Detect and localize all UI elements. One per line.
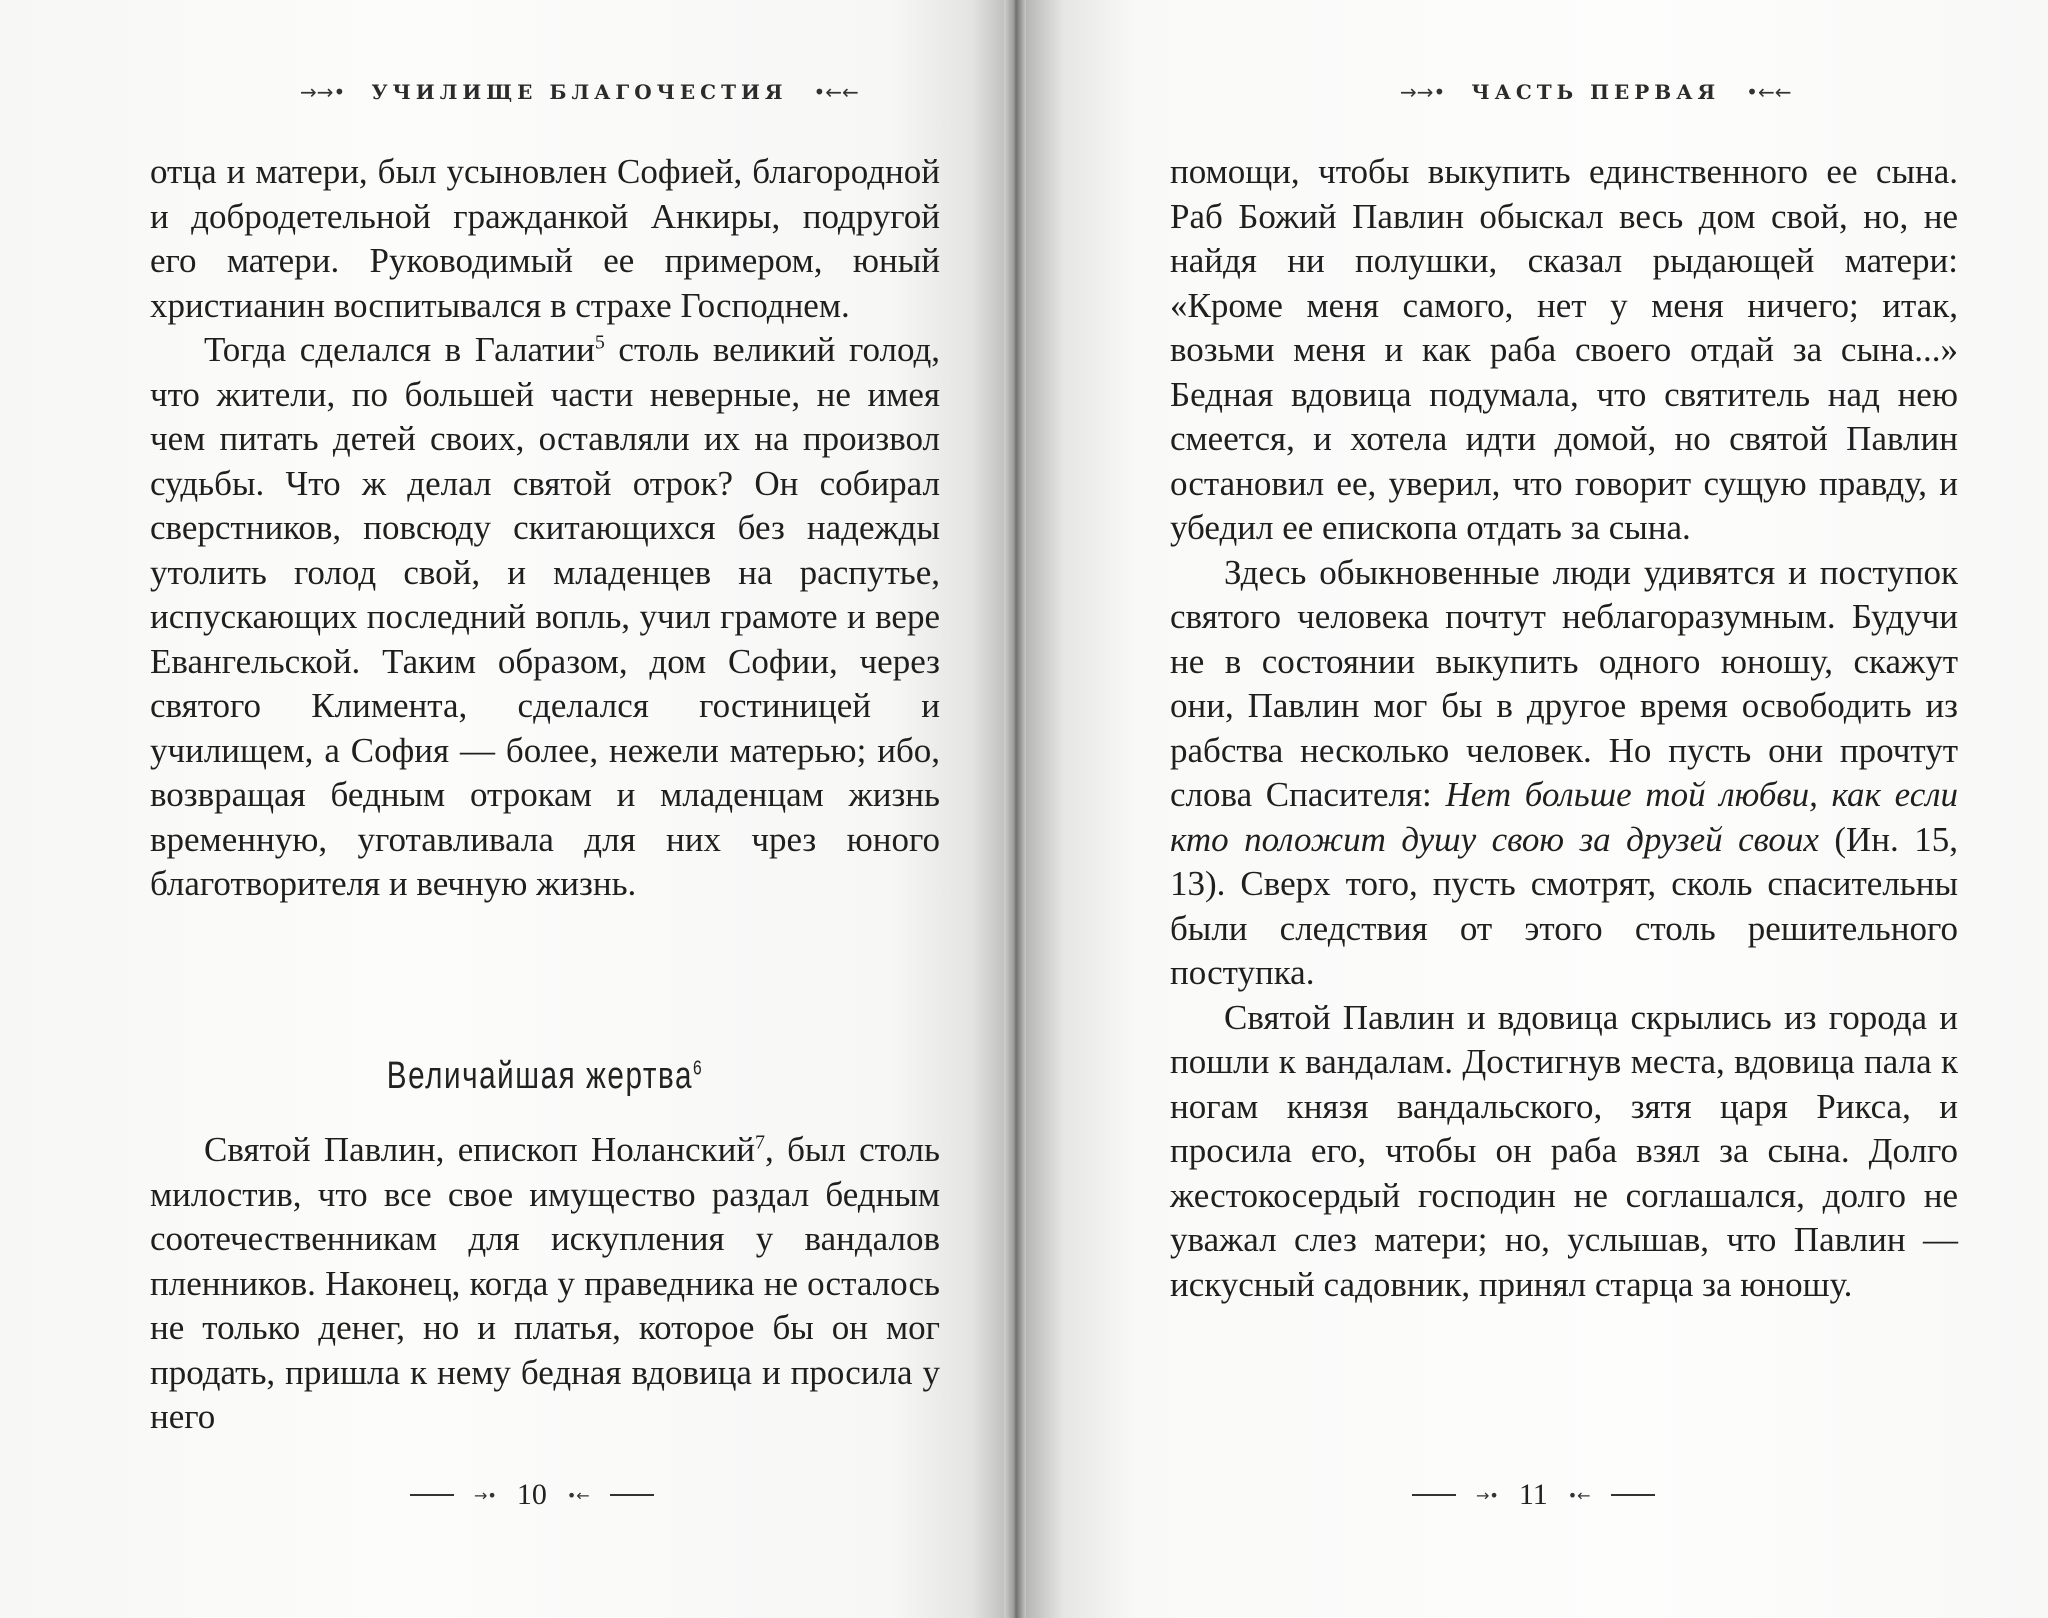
book-gutter bbox=[1004, 0, 1026, 1618]
left-page bbox=[0, 0, 1012, 1618]
folio-rule-right bbox=[610, 1494, 654, 1496]
left-paragraph-1-text: отца и матери, был усыновлен Софией, благородной и добродетельной гражданкой Анкиры, подругой его матери. Руководимый ее примером, юный христианин воспитывался в страхе Господнем. bbox=[150, 152, 940, 325]
section-title bbox=[237, 1055, 853, 1098]
ornament-right-icon: •←← bbox=[813, 80, 859, 104]
ornament-left-icon: →→• bbox=[1400, 80, 1446, 104]
left-body-text-2 bbox=[150, 1128, 940, 1440]
right-paragraph-1 bbox=[1170, 150, 1958, 551]
right-page-number bbox=[1412, 1478, 1655, 1512]
right-paragraph-3-text: Святой Павлин и вдовица скрылись из города и пошли к вандалам. Достигнув места, вдовица пала к ногам князя вандальского, зятя царя Рикса, и просила его, чтобы он раба взял за сына. Долго жестокосердый господин не соглашался, долго не уважал слез матери; но, услышав, что Павлин — искусный садовник, принял старца за юношу. bbox=[1170, 997, 1958, 1304]
left-running-head-title: УЧИЛИЩЕ БЛАГОЧЕСТИЯ bbox=[371, 80, 788, 104]
right-page-number-value: 11 bbox=[1518, 1478, 1548, 1511]
footnote-ref-6[interactable]: 6 bbox=[693, 1057, 704, 1080]
right-paragraph-3 bbox=[1170, 996, 1958, 1308]
scripture-reference: (Ин. 15, 13). bbox=[1170, 819, 1958, 903]
folio-ornament-left-icon: →• bbox=[1476, 1485, 1499, 1505]
left-paragraph-3 bbox=[150, 1128, 940, 1440]
footnote-ref-7[interactable]: 7 bbox=[755, 1131, 766, 1154]
right-running-head bbox=[1400, 80, 1791, 104]
right-body-text bbox=[1170, 150, 1958, 1307]
right-page bbox=[1012, 0, 2048, 1618]
left-paragraph-1 bbox=[150, 150, 940, 328]
left-paragraph-3-text-b: , был столь милостив, что все свое имущество раздал бедным соотечественникам для искупления у вандалов пленников. Наконец, когда у праведника не осталось не только денег, но и платья, которое бы он мог продать, пришла к нему бедная вдовица и просила у него bbox=[150, 1130, 940, 1436]
left-running-head bbox=[300, 80, 859, 104]
right-paragraph-2-text-a: Здесь обыкновенные люди удивятся и поступок святого человека почтут неблагоразумным. Будучи не в состоянии выкупить одного юношу, скажут они, Павлин мог бы в другое время освободить из рабства несколько человек. Но пусть они прочтут слова Спасителя: bbox=[1170, 552, 1958, 814]
footnote-ref-5[interactable]: 5 bbox=[594, 331, 605, 354]
left-paragraph-3-text-a: Святой Павлин, епископ Ноланский bbox=[204, 1130, 756, 1169]
right-paragraph-1-text: помощи, чтобы выкупить единственного ее сына. Раб Божий Павлин обыскал весь дом свой, но, не найдя ни полушки, сказал рыдающей матери: «Кроме меня самого, нет у меня ничего; итак, возьми меня и как раба своего отдай за сына...» Бедная вдовица подумала, что святитель над нею смеется, и хотела идти домой, но святой Павлин остановил ее, уверил, что говорит сущую правду, и убедил ее епископа отдать за сына. bbox=[1170, 152, 1958, 547]
folio-ornament-left-icon: →• bbox=[474, 1485, 497, 1505]
right-running-head-title: ЧАСТЬ ПЕРВАЯ bbox=[1471, 80, 1721, 104]
right-paragraph-2-text-b: Сверх того, пусть смотрят, сколь спасительны были следствия от этого столь решительного поступка. bbox=[1170, 864, 1958, 992]
left-page-number bbox=[410, 1478, 654, 1512]
left-paragraph-2 bbox=[150, 328, 940, 907]
right-paragraph-2 bbox=[1170, 551, 1958, 996]
folio-ornament-right-icon: •← bbox=[1567, 1485, 1591, 1505]
ornament-right-icon: •←← bbox=[1746, 80, 1792, 104]
left-paragraph-2-text-a: Тогда сделался в Галатии bbox=[204, 330, 595, 369]
left-body-text bbox=[150, 150, 940, 907]
left-page-number-value: 10 bbox=[516, 1478, 547, 1511]
folio-rule-left bbox=[1412, 1494, 1456, 1496]
left-paragraph-2-text-b: столь великий голод, что жители, по большей части неверные, не имея чем питать детей своих, оставляли их на произвол судьбы. Что ж делал святой отрок? Он собирал сверстников, повсюду скитающихся без надежды утолить голод свой, и младенцев на распутье, испускающих последний вопль, учил грамоте и вере Евангельской. Таким образом, дом Софии, через святого Климента, сделался гостиницей и училищем, а София — более, нежели матерью; ибо, возвращая бедным отрокам и младенцам жизнь временную, уготавливала для них чрез юного благотворителя и вечную жизнь. bbox=[150, 330, 940, 903]
folio-rule-left bbox=[410, 1494, 454, 1496]
folio-ornament-right-icon: •← bbox=[566, 1485, 590, 1505]
section-title-text: Величайшая жертва bbox=[386, 1055, 694, 1097]
folio-rule-right bbox=[1611, 1494, 1655, 1496]
ornament-left-icon: →→• bbox=[300, 80, 346, 104]
scripture-quote: Нет больше той любви, как если кто положит душу свою за друзей своих bbox=[1170, 775, 1958, 859]
